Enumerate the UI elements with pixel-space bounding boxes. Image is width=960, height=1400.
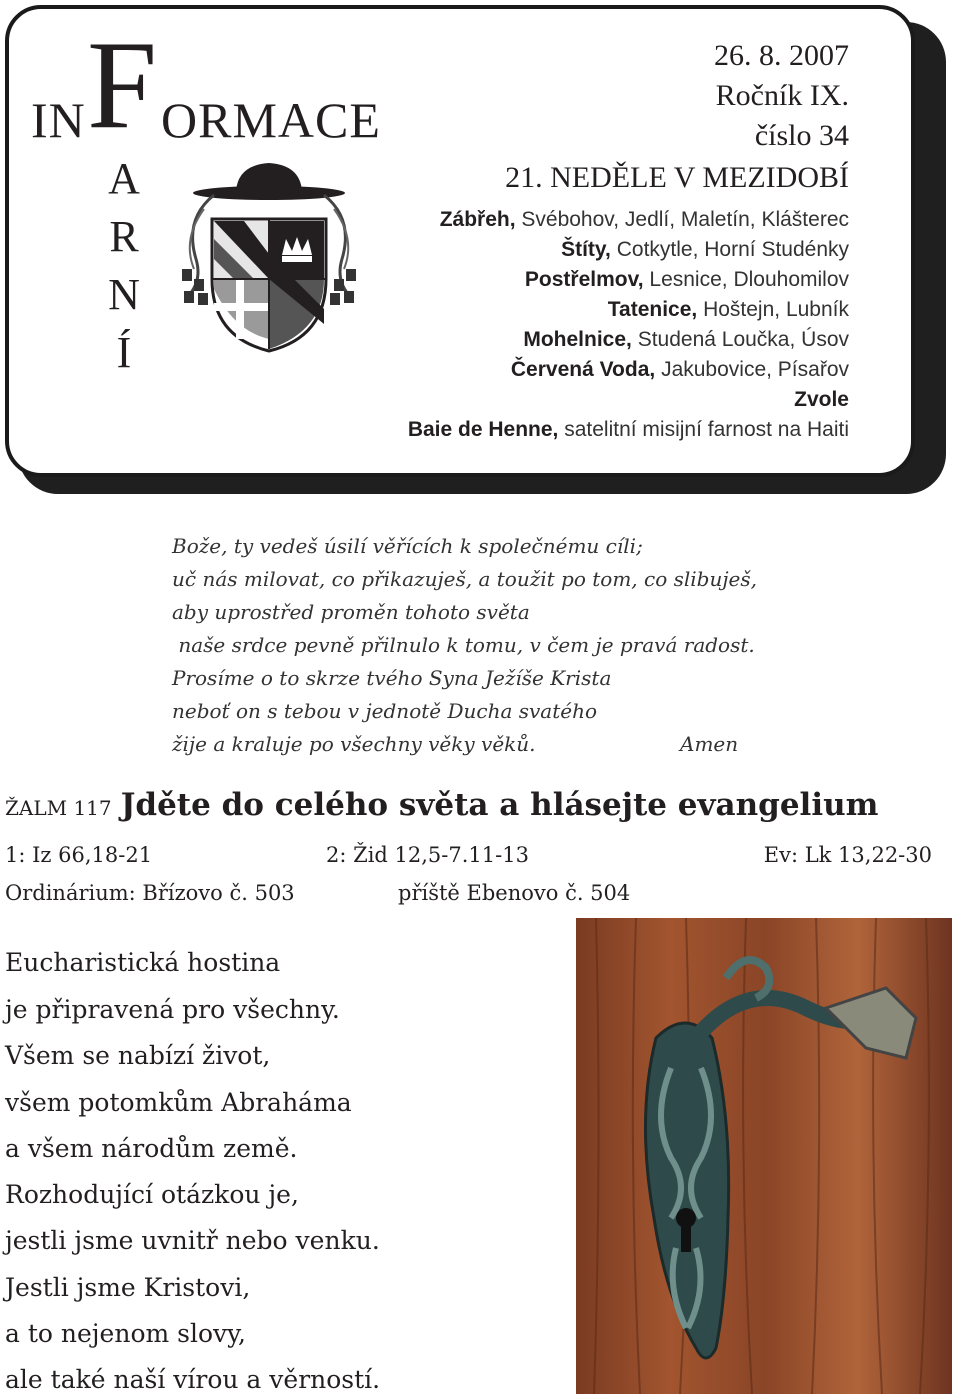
coat-of-arms-icon [174,159,364,354]
parish-others: Hoštejn, Lubník [697,298,849,321]
parish-line [440,209,849,230]
logo-vertical-letter: N [108,270,140,319]
prayer-line: Bože, ty vedeš úsilí věřících k společnému cíli; [172,534,643,558]
reflection-line: Rozhodující otázkou je, [5,1180,299,1209]
logo-prefix: IN [31,92,86,148]
parish-main: Zvole [794,388,849,411]
prayer-line: aby uprostřed proměn tohoto světa [172,600,530,624]
parish-line [794,389,849,410]
parish-others: Svébohov, Jedlí, Maletín, Klášterec [515,208,849,231]
parish-main: Postřelmov, [524,268,644,291]
parish-line [511,359,849,380]
reflection-line: a to nejenom slovy, [5,1319,246,1348]
logo-vertical-letter: Í [116,328,132,377]
prayer-line: žije a kraluje po všechny věky věků. [172,732,536,756]
ordinarium-next: příště Ebenovo č. 504 [398,881,631,905]
ordinarium-current: Ordinárium: Břízovo č. 503 [5,881,295,905]
logo-vertical-letter: A [108,154,140,203]
parish-main: Mohelnice, [523,328,632,351]
header-box [5,5,915,477]
reflection-line: Všem se nabízí život, [5,1041,271,1070]
reflection-line: a všem národům země. [5,1134,298,1163]
parish-line [561,239,849,260]
parish-line [525,269,849,290]
psalm-label: ŽALM 117 [5,796,112,820]
prayer-line: neboť on s tebou v jednotě Ducha svatého [172,699,598,723]
reflection-line: jestli jsme uvnitř nebo venku. [5,1226,380,1255]
parish-main: Zábřeh, [439,208,516,231]
parish-others: Studená Loučka, Úsov [631,328,849,351]
psalm-title: Jděte do celého světa a hlásejte evangelium [120,787,879,823]
parish-line [523,329,849,350]
logo-suffix: ORMACE [161,92,381,148]
logo-vertical-letter: R [109,212,139,261]
prayer-line: naše srdce pevně přilnulo k tomu, v čem je pravá radost. [172,633,755,657]
parish-line [608,299,849,320]
reading-first: 1: Iz 66,18-21 [5,843,153,867]
issue-date: 26. 8. 2007 [714,39,849,72]
prayer-line: Prosíme o to skrze tvého Syna Ježíše Krista [172,666,612,690]
psalm-heading [5,787,879,823]
reflection-line: všem potomkům Abraháma [5,1088,352,1117]
parish-main: Štíty, [561,238,611,261]
reflection-line: Eucharistická hostina [5,948,281,977]
reading-gospel: Ev: Lk 13,22-30 [763,843,932,867]
issue-volume: Ročník IX. [715,79,849,112]
door-handle-photo [576,918,952,1394]
parish-others: Cotkytle, Horní Studénky [610,238,849,261]
liturgical-sunday: 21. NEDĚLE V MEZIDOBÍ [505,161,849,194]
parish-others: satelitní misijní farnost na Haiti [558,418,849,441]
parish-main: Baie de Henne, [407,418,559,441]
parish-line [408,419,849,440]
issue-number: číslo 34 [754,119,849,152]
reflection-line: Jestli jsme Kristovi, [5,1273,251,1302]
prayer-amen: Amen [680,732,739,756]
prayer-line: uč nás milovat, co přikazuješ, a toužit po tom, co slibuješ, [172,567,757,591]
reading-second: 2: Žid 12,5-7.11-13 [326,843,529,867]
parish-others: Lesnice, Dlouhomilov [643,268,849,291]
parish-main: Červená Voda, [510,358,656,381]
parish-main: Tatenice, [607,298,698,321]
logo-big-letter: F [87,16,158,155]
reflection-line: ale také naší vírou a věrností. [5,1365,381,1394]
reflection-line: je připravená pro všechny. [5,995,340,1024]
parish-others: Jakubovice, Písařov [655,358,849,381]
